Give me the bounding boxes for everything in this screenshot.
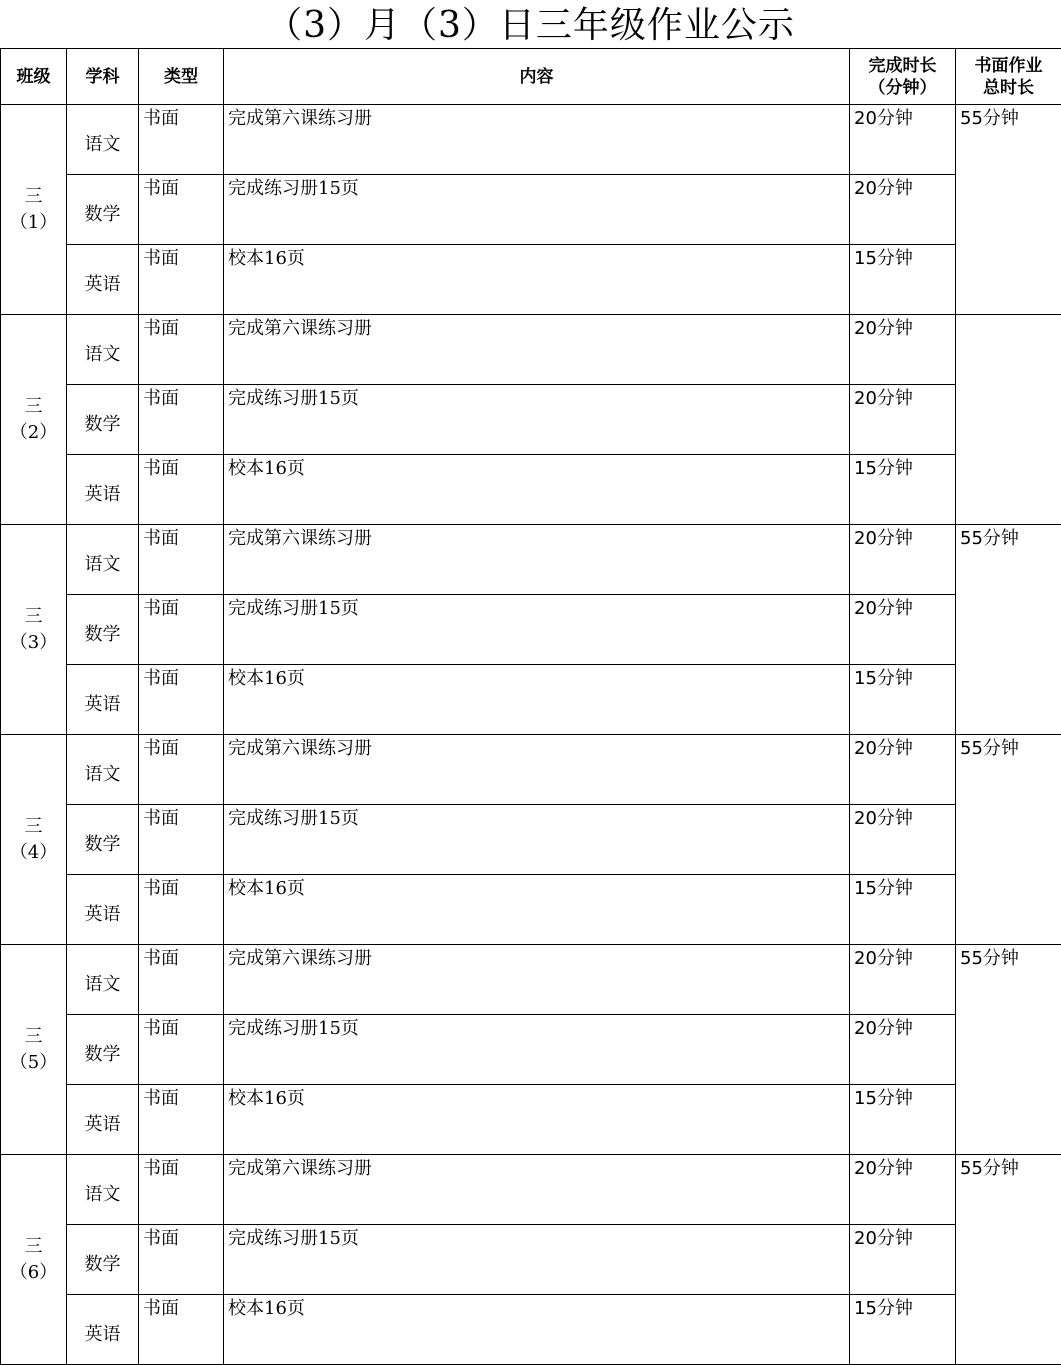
table-row [1, 1015, 1061, 1085]
subject-cell: 语文 [67, 315, 139, 385]
subject-cell: 英语 [67, 245, 139, 315]
class-number: （5） [9, 1051, 58, 1073]
total-duration-cell: 55分钟 [956, 1155, 1061, 1365]
total-duration-cell: 55分钟 [956, 105, 1061, 315]
content-cell: 完成练习册15页 [224, 175, 850, 245]
class-grade: 三 [24, 1025, 43, 1047]
subject-cell: 英语 [67, 1085, 139, 1155]
type-cell: 书面 [139, 805, 224, 875]
class-grade: 三 [24, 815, 43, 837]
duration-cell: 15分钟 [850, 245, 956, 315]
content-cell: 完成第六课练习册 [224, 1155, 850, 1225]
subject-cell: 数学 [67, 385, 139, 455]
subject-cell: 语文 [67, 105, 139, 175]
header-duration [850, 49, 956, 105]
class-number: （4） [9, 841, 58, 863]
type-cell: 书面 [139, 665, 224, 735]
table-row [1, 1155, 1061, 1225]
total-duration-cell: 55分钟 [956, 945, 1061, 1155]
class-grade: 三 [24, 395, 43, 417]
header-class: 班级 [1, 49, 67, 105]
total-duration-cell [956, 315, 1061, 525]
homework-table-body [1, 49, 1061, 1365]
class-number: （2） [9, 421, 58, 443]
subject-cell: 语文 [67, 1155, 139, 1225]
duration-cell: 20分钟 [850, 945, 956, 1015]
table-row [1, 385, 1061, 455]
table-row [1, 315, 1061, 385]
subject-cell: 英语 [67, 665, 139, 735]
type-cell: 书面 [139, 945, 224, 1015]
header-row [1, 49, 1061, 105]
subject-cell: 语文 [67, 525, 139, 595]
class-grade: 三 [24, 1235, 43, 1257]
subject-cell: 英语 [67, 1295, 139, 1365]
type-cell: 书面 [139, 1155, 224, 1225]
table-row [1, 875, 1061, 945]
type-cell: 书面 [139, 875, 224, 945]
header-total-line1: 书面作业 [974, 55, 1043, 76]
subject-cell: 数学 [67, 805, 139, 875]
table-row [1, 1085, 1061, 1155]
content-cell: 校本16页 [224, 1085, 850, 1155]
total-duration-cell: 55分钟 [956, 525, 1061, 735]
content-cell: 完成第六课练习册 [224, 735, 850, 805]
header-total [956, 49, 1061, 105]
duration-cell: 15分钟 [850, 1085, 956, 1155]
duration-cell: 15分钟 [850, 665, 956, 735]
type-cell: 书面 [139, 735, 224, 805]
content-cell: 完成第六课练习册 [224, 315, 850, 385]
content-cell: 完成练习册15页 [224, 1015, 850, 1085]
content-cell: 完成第六课练习册 [224, 105, 850, 175]
content-cell: 校本16页 [224, 875, 850, 945]
type-cell: 书面 [139, 1225, 224, 1295]
type-cell: 书面 [139, 385, 224, 455]
class-cell [1, 1155, 67, 1365]
duration-cell: 20分钟 [850, 525, 956, 595]
content-cell: 校本16页 [224, 455, 850, 525]
content-cell: 完成练习册15页 [224, 385, 850, 455]
type-cell: 书面 [139, 525, 224, 595]
duration-cell: 15分钟 [850, 875, 956, 945]
type-cell: 书面 [139, 1085, 224, 1155]
type-cell: 书面 [139, 175, 224, 245]
duration-cell: 15分钟 [850, 1295, 956, 1365]
duration-cell: 20分钟 [850, 735, 956, 805]
subject-cell: 数学 [67, 595, 139, 665]
content-cell: 完成练习册15页 [224, 595, 850, 665]
header-content: 内容 [224, 49, 850, 105]
class-number: （3） [9, 631, 58, 653]
type-cell: 书面 [139, 1015, 224, 1085]
type-cell: 书面 [139, 315, 224, 385]
duration-cell: 20分钟 [850, 385, 956, 455]
duration-cell: 20分钟 [850, 105, 956, 175]
duration-cell: 20分钟 [850, 595, 956, 665]
content-cell: 完成第六课练习册 [224, 525, 850, 595]
class-number: （6） [9, 1261, 58, 1283]
class-cell [1, 315, 67, 525]
duration-cell: 20分钟 [850, 1225, 956, 1295]
class-cell [1, 525, 67, 735]
table-row [1, 665, 1061, 735]
header-duration-line2: （分钟） [868, 77, 937, 98]
header-subject: 学科 [67, 49, 139, 105]
subject-cell: 数学 [67, 175, 139, 245]
content-cell: 完成第六课练习册 [224, 945, 850, 1015]
subject-cell: 语文 [67, 735, 139, 805]
content-cell: 校本16页 [224, 1295, 850, 1365]
content-cell: 校本16页 [224, 245, 850, 315]
subject-cell: 英语 [67, 455, 139, 525]
subject-cell: 语文 [67, 945, 139, 1015]
class-cell [1, 945, 67, 1155]
type-cell: 书面 [139, 455, 224, 525]
duration-cell: 20分钟 [850, 1015, 956, 1085]
table-row [1, 525, 1061, 595]
subject-cell: 数学 [67, 1225, 139, 1295]
table-row [1, 455, 1061, 525]
table-row [1, 175, 1061, 245]
type-cell: 书面 [139, 595, 224, 665]
class-grade: 三 [24, 605, 43, 627]
duration-cell: 20分钟 [850, 315, 956, 385]
duration-cell: 15分钟 [850, 455, 956, 525]
table-row [1, 1295, 1061, 1365]
total-duration-cell: 55分钟 [956, 735, 1061, 945]
table-row [1, 595, 1061, 665]
duration-cell: 20分钟 [850, 805, 956, 875]
class-cell [1, 105, 67, 315]
header-total-line2: 总时长 [983, 77, 1034, 98]
table-row [1, 245, 1061, 315]
table-row [1, 105, 1061, 175]
type-cell: 书面 [139, 1295, 224, 1365]
subject-cell: 英语 [67, 875, 139, 945]
duration-cell: 20分钟 [850, 1155, 956, 1225]
table-row [1, 945, 1061, 1015]
class-number: （1） [9, 211, 58, 233]
duration-cell: 20分钟 [850, 175, 956, 245]
header-type: 类型 [139, 49, 224, 105]
class-cell [1, 735, 67, 945]
subject-cell: 数学 [67, 1015, 139, 1085]
header-duration-line1: 完成时长 [868, 55, 937, 76]
page-title: （3）月（3）日三年级作业公示 [266, 5, 795, 46]
type-cell: 书面 [139, 105, 224, 175]
class-grade: 三 [24, 185, 43, 207]
table-row [1, 735, 1061, 805]
type-cell: 书面 [139, 245, 224, 315]
table-row [1, 805, 1061, 875]
content-cell: 完成练习册15页 [224, 805, 850, 875]
table-row [1, 1225, 1061, 1295]
homework-table [0, 48, 1061, 1365]
content-cell: 完成练习册15页 [224, 1225, 850, 1295]
content-cell: 校本16页 [224, 665, 850, 735]
